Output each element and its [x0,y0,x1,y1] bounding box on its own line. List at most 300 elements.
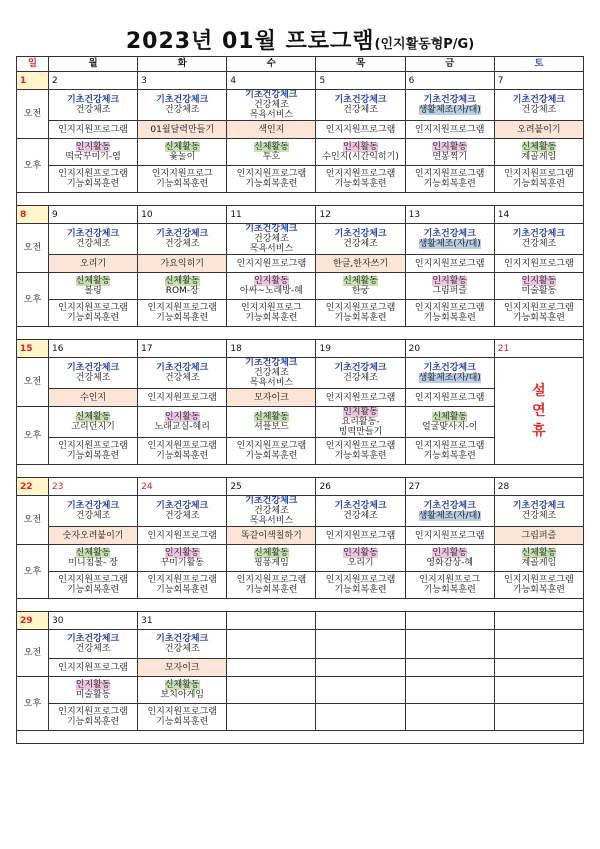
cell-text: 기초건강체크 [66,363,120,373]
activity-type: 인지활동 [75,142,111,152]
am-activity [49,224,138,255]
am-program: 색인지 [227,121,316,139]
am-activity [227,630,316,659]
cell-text: 건강체조 [521,239,557,249]
separator-cell [17,731,584,744]
date-cell: 23 [49,478,138,496]
pm-program [405,572,494,599]
cell-text: 건강체조 [164,511,200,521]
pm-activity [227,407,316,438]
pm-activity [405,407,494,438]
date-cell [494,612,583,630]
holiday-label [495,381,583,441]
separator-cell [17,327,584,340]
activity-type: 인지활동 [432,142,468,152]
date-row [17,72,584,90]
activity-type: 인지활동 [343,407,378,417]
am-program: 인지지원프로그램 [227,255,316,273]
date-cell: 2 [49,72,138,90]
am-program: 가요익히기 [138,255,227,273]
am-row-2 [17,527,584,545]
am-activity [227,90,316,121]
activity-type: 신체활동 [343,276,378,286]
pm-program [227,438,316,465]
cell-text: 생활체조(자/대) [418,105,481,115]
pm-program [138,300,227,327]
cell-text: 인지지원프로그램 [414,441,485,451]
pm-row-2 [17,704,584,731]
cell-text: 건강체조 [343,511,378,521]
week-separator [17,465,584,478]
date-cell: 17 [138,340,227,358]
cell-text: 인지지원프로그램 [58,303,128,313]
cell-text: 기초건강체크 [334,363,387,373]
cell-text: 건강체조 [521,511,557,521]
cell-text: 기능회복훈련 [66,585,120,595]
cell-text: 인지지원프로그램 [414,303,485,313]
activity-name: 미니침볼- 장 [68,558,118,568]
date-cell: 8 [17,206,49,224]
am-activity [494,90,583,121]
cell-text: 기초건강체크 [156,634,209,644]
date-cell: 22 [17,478,49,496]
cell-text: 기능회복훈련 [66,313,120,323]
activity-name: 윷놀이 [169,152,196,162]
am-activity [49,630,138,659]
cell-text: 건강체조 [343,373,378,383]
pm-program [138,704,227,731]
date-cell: 3 [138,72,227,90]
date-cell: 27 [405,478,494,496]
cell-text: 기초건강체크 [245,224,298,234]
cell-text: 건강체조 [164,105,200,115]
cell-text: 기능회복훈련 [334,585,387,595]
separator-cell [17,465,584,478]
activity-type: 신체활동 [254,142,289,152]
am-program: 인지지원프로그램 [405,389,494,407]
pm-program [494,166,583,193]
am-program: 수인지 [49,389,138,407]
activity-name: 그림퍼즐 [432,286,468,296]
activity-name: 면봉찍기 [432,152,468,162]
am-row-2 [17,659,584,677]
cell-text: 기초건강체크 [334,95,387,105]
cell-text: 건강체조 [254,368,289,378]
am-program: 인지지원프로그램 [138,527,227,545]
cell-text: 건강체조 [343,105,378,115]
cell-text: 인지지원프로그램 [325,441,396,451]
pm-activity [49,139,138,166]
date-cell: 31 [138,612,227,630]
cell-text: 기초건강체크 [423,95,476,105]
date-cell: 11 [227,206,316,224]
am-activity [138,358,227,389]
activity-type: 인지활동 [343,548,378,558]
am-row [17,224,584,255]
pm-program [227,704,316,731]
pm-activity [138,545,227,572]
pm-label: 오후 [17,677,49,731]
cell-text: 기능회복훈련 [423,313,476,323]
cell-text: 인지지원프로그램 [236,441,307,451]
cell-text: 인지지원프로그 [151,169,213,179]
date-cell: 29 [17,612,49,630]
cell-text: 인지지원프로그램 [147,575,218,585]
pm-program [316,572,405,599]
am-activity [138,90,227,121]
activity-name: 얼굴맞사지-이 [421,422,478,432]
pm-activity [494,139,583,166]
pm-program [316,300,405,327]
date-cell: 14 [494,206,583,224]
cell-text: 건강체조 [164,239,200,249]
cell-text: 기능회복훈련 [334,451,387,461]
cell-text: 기초건강체크 [156,363,209,373]
cell-text: 기능회복훈련 [245,451,298,461]
pm-activity [138,273,227,300]
pm-program [405,166,494,193]
cell-text: 기능회복훈련 [512,585,565,595]
cell-text: 인지지원프로그램 [147,303,218,313]
cell-text: 기능회복훈련 [156,717,209,727]
am-program: 인지지원프로그램 [316,121,405,139]
am-label: 오전 [17,90,49,139]
separator-cell [17,599,584,612]
am-activity [138,224,227,255]
activity-type: 인지활동 [254,276,289,286]
week-separator [17,731,584,744]
cell-text: 인지지원프로그램 [58,169,128,179]
am-program: 오려붙이기 [494,121,583,139]
activity-name: 빙떡만들기 [338,427,383,437]
cell-text: 건강체조 [75,105,111,115]
activity-type: 인지활동 [521,276,557,286]
cell-text: 인지지원프로그램 [58,707,128,717]
pm-row [17,139,584,166]
pm-program [49,166,138,193]
pm-program [494,572,583,599]
date-cell: 6 [405,72,494,90]
cell-text: 기초건강체크 [66,634,120,644]
am-label: 오전 [17,224,49,273]
am-program [227,659,316,677]
am-activity [227,496,316,527]
pm-activity [316,677,405,704]
weekday-mon: 월 [49,57,138,72]
cell-text: 기능회복훈련 [156,585,209,595]
cell-text: 기능회복훈련 [66,717,120,727]
cell-text: 인지지원프로그램 [504,169,574,179]
activity-type: 신체활동 [75,412,111,422]
pm-program [138,572,227,599]
am-activity [316,90,405,121]
activity-type: 인지활동 [164,548,200,558]
weekday-header-row [17,57,584,72]
date-cell: 20 [405,340,494,358]
cell-text: 건강체조 [75,373,111,383]
activity-name: 요리활동- [341,417,380,427]
cell-text: 기능회복훈련 [156,313,209,323]
cell-text: 기능회복훈련 [245,313,298,323]
cell-text: 기능회복훈련 [512,179,565,189]
pm-activity [316,139,405,166]
activity-name: 보치아게임 [160,690,204,700]
week-separator [17,193,584,206]
am-program: 인지지원프로그램 [49,659,138,677]
activity-type: 신체활동 [432,412,468,422]
cell-text: 건강체조 [75,511,111,521]
pm-program [138,438,227,465]
cell-text: 생활체조(자/대) [418,373,481,383]
cell-text: 기초건강체크 [423,501,476,511]
cell-text: 기능회복훈련 [245,179,298,189]
am-activity [227,224,316,255]
activity-name: 셔플보드 [254,422,289,432]
activity-name: 고리던지기 [71,422,115,432]
cell-text: 인지지원프로그램 [236,575,307,585]
am-activity [316,496,405,527]
weekday-sat: 토 [494,57,583,72]
cell-text: 건강체조 [75,239,111,249]
am-program: 숫자오려붙이기 [49,527,138,545]
pm-program [49,704,138,731]
am-program: 인지지원프로그램 [405,121,494,139]
pm-label: 오후 [17,407,49,465]
am-activity [494,358,583,465]
cell-text: 기능회복훈련 [423,179,476,189]
am-activity [405,90,494,121]
pm-row [17,545,584,572]
date-cell: 5 [316,72,405,90]
activity-name: 핑퐁게임 [254,558,289,568]
pm-activity [138,677,227,704]
cell-text: 인지지원프로그램 [325,169,396,179]
holiday-char: 설 [532,383,546,399]
am-program [316,659,405,677]
date-cell: 1 [17,72,49,90]
am-row [17,90,584,121]
cell-text: 생활체조(자/대) [418,239,481,249]
cell-text: 인지지원프로그 [419,575,481,585]
cell-text: 기능회복훈련 [423,585,476,595]
cell-text: 건강체조 [254,234,289,244]
am-activity [494,224,583,255]
pm-activity [49,677,138,704]
cell-text: 기초건강체크 [245,90,298,100]
separator-cell [17,193,584,206]
am-activity [316,224,405,255]
date-cell: 10 [138,206,227,224]
am-activity [138,496,227,527]
pm-program [405,438,494,465]
am-program: 인지지원프로그램 [494,255,583,273]
pm-program [227,572,316,599]
am-activity [405,630,494,659]
activity-name: 오리기 [347,558,374,568]
pm-activity [316,545,405,572]
am-activity [49,90,138,121]
am-program: 01월달력만들기 [138,121,227,139]
week-separator [17,327,584,340]
cell-text: 기초건강체크 [334,229,387,239]
date-row [17,478,584,496]
date-row [17,612,584,630]
cell-text: 기능회복훈련 [334,179,387,189]
pm-activity [494,677,583,704]
date-cell: 30 [49,612,138,630]
am-activity [138,630,227,659]
cell-text: 인지지원프로그 [240,303,302,313]
cell-text: 기능회복훈련 [334,313,387,323]
cell-text: 인지지원프로그램 [58,575,128,585]
cell-text: 인지지원프로그램 [147,707,218,717]
activity-type: 신체활동 [75,548,111,558]
pm-activity [49,407,138,438]
activity-type: 신체활동 [164,142,200,152]
cell-text: 기초건강체크 [334,501,387,511]
activity-type: 인지활동 [164,412,200,422]
cell-text: 목욕서비스 [249,378,294,388]
cell-text: 기초건강체크 [245,496,298,506]
cell-text: 기초건강체크 [156,95,209,105]
pm-program [405,704,494,731]
activity-name: 아싸~노래방-혜 [239,286,303,296]
pm-program [494,704,583,731]
date-cell [405,612,494,630]
cell-text: 기초건강체크 [423,229,476,239]
holiday-char: 휴 [532,423,546,439]
am-program [494,659,583,677]
activity-name: 꾸미기활동 [160,558,204,568]
am-activity [316,358,405,389]
am-label: 오전 [17,630,49,677]
cell-text: 인지지원프로그램 [504,575,574,585]
activity-name: 영화감상-혜 [426,558,474,568]
am-row-2 [17,255,584,273]
cell-text: 건강체조 [521,105,557,115]
cell-text: 건강체조 [164,373,200,383]
activity-name: 수인지(시간익히기) [322,152,399,162]
page-title: 2023년 01월 프로그램(인지활동형P/G) [125,29,475,54]
am-row [17,630,584,659]
activity-name: 떡국꾸미기-염 [65,152,121,162]
date-cell: 4 [227,72,316,90]
pm-program [316,438,405,465]
cell-text: 기초건강체크 [156,501,209,511]
pm-row-2 [17,572,584,599]
am-program: 한글,한자쓰기 [316,255,405,273]
pm-program [49,572,138,599]
cell-text: 인지지원프로그램 [325,575,396,585]
cell-text: 기능회복훈련 [245,585,298,595]
pm-row-2 [17,300,584,327]
cell-text: 인지지원프로그램 [236,169,307,179]
cell-text: 건강체조 [75,644,111,654]
pm-program [227,166,316,193]
pm-program [227,300,316,327]
am-program: 그림퍼즐 [494,527,583,545]
am-row [17,358,584,389]
pm-activity [405,139,494,166]
date-cell: 25 [227,478,316,496]
pm-activity [316,407,405,438]
pm-activity [138,407,227,438]
date-cell: 28 [494,478,583,496]
date-cell: 15 [17,340,49,358]
activity-name: ROM-장 [165,286,199,296]
pm-program [494,300,583,327]
weekday-wed: 수 [227,57,316,72]
activity-type: 인지활동 [75,680,111,690]
date-cell: 13 [405,206,494,224]
cell-text: 인지지원프로그램 [147,441,218,451]
pm-activity [49,273,138,300]
am-program: 모자이크 [138,659,227,677]
pm-activity [405,545,494,572]
activity-type: 신체활동 [521,142,557,152]
cell-text: 기능회복훈련 [66,451,120,461]
pm-program [316,704,405,731]
weekday-fri: 금 [405,57,494,72]
cell-text: 목욕서비스 [249,516,294,526]
cell-text: 목욕서비스 [249,244,294,254]
date-cell: 26 [316,478,405,496]
cell-text: 인지지원프로그램 [58,441,128,451]
date-cell [227,612,316,630]
pm-activity [227,677,316,704]
am-program: 인지지원프로그램 [405,527,494,545]
pm-program [49,438,138,465]
cell-text: 기초건강체크 [66,229,120,239]
pm-row-2 [17,166,584,193]
pm-program [49,300,138,327]
cell-text: 기초건강체크 [512,229,565,239]
cell-text: 기능회복훈련 [512,313,565,323]
activity-type: 신체활동 [254,412,289,422]
pm-program [316,166,405,193]
activity-name: 볼링 [84,286,102,296]
activity-type: 인지활동 [432,548,468,558]
am-program: 모자이크 [227,389,316,407]
calendar-table [16,56,584,744]
cell-text: 기초건강체크 [66,501,120,511]
am-activity [494,630,583,659]
pm-activity [138,139,227,166]
pm-program [405,300,494,327]
activity-type: 인지활동 [343,142,378,152]
pm-activity [227,273,316,300]
cell-text: 인지지원프로그램 [504,303,574,313]
cell-text: 생활체조(자/대) [418,511,481,521]
pm-row [17,273,584,300]
cell-text: 건강체조 [254,506,289,516]
pm-program [138,166,227,193]
activity-name: 미술활동 [75,690,111,700]
am-row-2 [17,121,584,139]
am-activity [316,630,405,659]
am-program [405,659,494,677]
activity-name: 한궁 [351,286,370,296]
pm-activity [49,545,138,572]
cell-text: 건강체조 [164,644,200,654]
pm-row [17,677,584,704]
date-row [17,206,584,224]
pm-activity [494,273,583,300]
cell-text: 기능회복훈련 [66,179,120,189]
am-program: 인지지원프로그램 [138,389,227,407]
activity-name: 계골게임 [521,152,557,162]
am-activity [405,496,494,527]
